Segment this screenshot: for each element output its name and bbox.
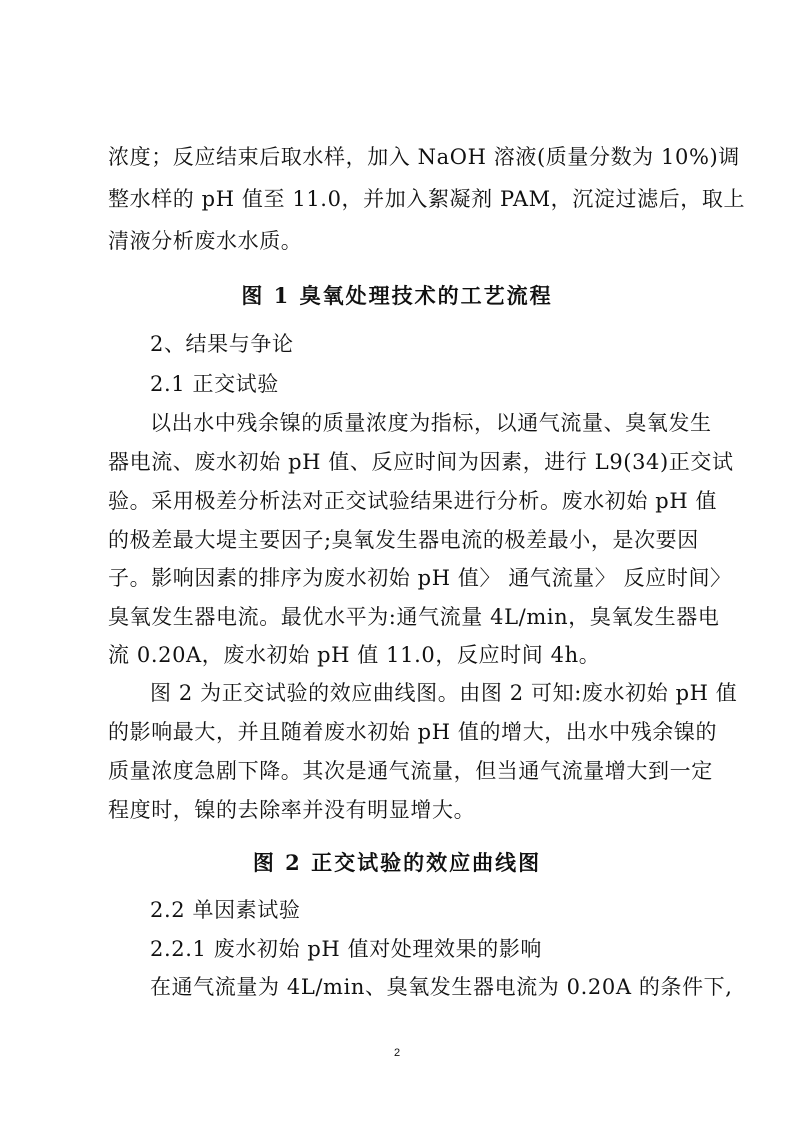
figure-1-caption: 图 1 臭氧处理技术的工艺流程 [241, 283, 553, 308]
section-2-1-para2-line-3: 质量浓度急剧下降。其次是通气流量，但当通气流量增大到一定 [108, 759, 713, 783]
section-2-1-para2-line-2: 的影响最大，并且随着废水初始 pH 值的增大，出水中残余镍的 [108, 720, 718, 744]
section-2-2-1-heading: 2.2.1 废水初始 pH 值对处理效果的影响 [150, 937, 543, 961]
section-2-1-para1-line-3: 验。采用极差分析法对正交试验结果进行分析。废水初始 pH 值 [108, 489, 718, 513]
section-2-1-para1-line-4: 的极差最大堤主要因子;臭氧发生器电流的极差最小，是次要因 [108, 528, 699, 552]
section-2-1-para1-line-5: 子。影响因素的排序为废水初始 pH 值〉 通气流量〉 反应时间〉 [108, 566, 732, 590]
section-2-2-para-line-1: 在通气流量为 4L/min、臭氧发生器电流为 0.20A 的条件下, [150, 975, 733, 999]
section-2-1-heading: 2.1 正交试验 [150, 372, 279, 396]
section-2-1-para1-line-1: 以出水中残余镍的质量浓度为指标，以通气流量、臭氧发生 [150, 411, 712, 435]
section-2-1-para2-line-1: 图 2 为正交试验的效应曲线图。由图 2 可知:废水初始 pH 值 [150, 681, 738, 705]
section-2-1-para1-line-7: 流 0.20A，废水初始 pH 值 11.0，反应时间 4h。 [108, 643, 601, 667]
section-2-2-heading: 2.2 单因素试验 [150, 898, 301, 922]
section-2-1-para1-line-6: 臭氧发生器电流。最优水平为:通气流量 4L/min，臭氧发生器电 [108, 605, 720, 629]
figure-2-caption: 图 2 正交试验的效应曲线图 [252, 850, 542, 875]
intro-line-1: 浓度；反应结束后取水样，加入 NaOH 溶液(质量分数为 10%)调 [108, 145, 740, 169]
page-number: 2 [393, 1047, 401, 1059]
intro-line-2: 整水样的 pH 值至 11.0，并加入絮凝剂 PAM，沉淀过滤后，取上 [108, 187, 746, 211]
section-2-heading: 2、结果与争论 [150, 332, 294, 356]
section-2-1-para2-line-4: 程度时，镍的去除率并没有明显增大。 [108, 798, 476, 822]
section-2-1-para1-line-2: 器电流、废水初始 pH 值、反应时间为因素，进行 L9(34)正交试 [108, 450, 734, 474]
intro-line-3: 清液分析废水水质。 [108, 229, 303, 253]
